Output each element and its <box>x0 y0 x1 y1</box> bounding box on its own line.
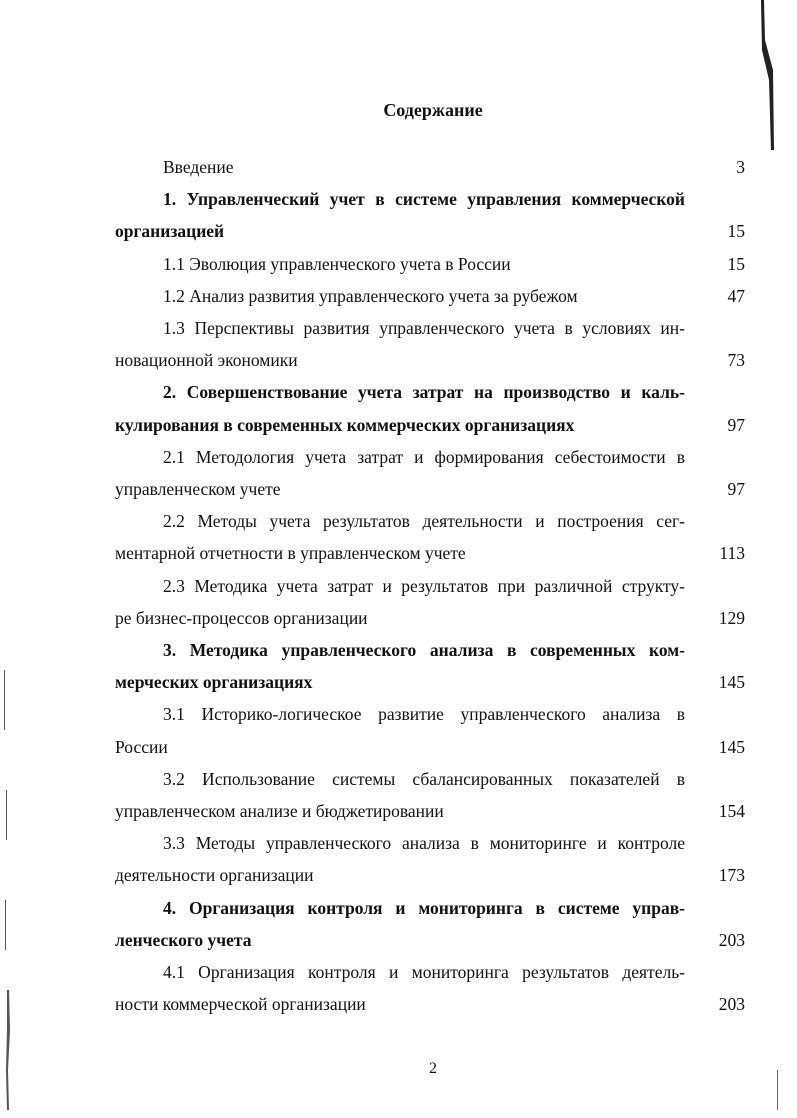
toc-entry <box>115 763 745 827</box>
toc-entry-title <box>115 312 745 376</box>
toc-entry-line: ности коммерческой организации <box>115 994 366 1015</box>
toc-entry-title <box>115 505 745 569</box>
toc-entry-page-number: 145 <box>718 672 745 693</box>
toc-entry-title <box>115 376 745 440</box>
toc-entry-line: кулирования в современных коммерческих организациях <box>115 414 575 435</box>
toc-entry <box>115 827 745 891</box>
toc-entry-page-number: 129 <box>718 607 745 628</box>
toc-entry <box>115 376 745 440</box>
toc-entry-line: 3. Методика управленческого анализа в современных ком- <box>163 640 685 661</box>
toc-entry-page-number: 3 <box>736 157 745 177</box>
toc-entry-line: 1. Управленческий учет в системе управления коммерческой <box>163 189 685 210</box>
toc-entry-line: 1.2 Анализ развития управленческого учета за рубежом <box>163 285 578 306</box>
toc-entry-line: управленческом учете <box>115 479 281 500</box>
toc-entry <box>115 280 745 312</box>
toc-entry <box>115 505 745 569</box>
toc-entry-line: 2. Совершенствование учета затрат на производство и каль- <box>163 382 685 403</box>
toc-entry-line: ленческого учета <box>115 929 252 950</box>
toc-entry-title <box>115 151 745 183</box>
toc-entry-title <box>115 280 745 312</box>
toc-entry-line: деятельности организации <box>115 865 314 886</box>
toc-entry-line: 3.3 Методы управленческого анализа в мониторинге и контроле <box>163 833 685 854</box>
toc-entry-title <box>115 698 745 762</box>
toc-entry <box>115 183 745 247</box>
toc-entry-title <box>115 763 745 827</box>
page-title: Содержание <box>383 100 483 120</box>
toc-entry-page-number: 97 <box>727 479 745 500</box>
toc-entry <box>115 151 745 183</box>
toc-entry-title <box>115 634 745 698</box>
toc-entry-line: 1.1 Эволюция управленческого учета в России <box>163 253 511 274</box>
toc-entry-page-number: 173 <box>718 865 745 886</box>
toc-entry-line: управленческом анализе и бюджетировании <box>115 801 444 822</box>
toc-entry-line: 2.2 Методы учета результатов деятельности и построения сег- <box>163 511 685 532</box>
toc-entry-title <box>115 183 745 247</box>
page-number: 2 <box>429 1060 437 1077</box>
toc-entry-page-number: 15 <box>727 253 745 274</box>
toc-entry-page-number: 73 <box>727 350 745 371</box>
scan-artifact-mark <box>759 0 775 150</box>
toc-entry-page-number: 113 <box>719 543 745 564</box>
toc-entry-line: 1.3 Перспективы развития управленческого учета в условиях ин- <box>163 318 685 339</box>
toc-entry <box>115 698 745 762</box>
toc-entry-line: мерческих организациях <box>115 672 313 693</box>
toc-entry-line: 3.2 Использование системы сбалансированных показателей в <box>163 768 685 789</box>
toc-entry-page-number: 154 <box>718 801 745 822</box>
toc-entry-line: 3.1 Историко-логическое развитие управленческого анализа в <box>163 704 685 725</box>
scan-artifact-mark <box>0 670 14 1110</box>
toc-entry-page-number: 15 <box>727 221 745 242</box>
toc-entry-line: новационной экономики <box>115 350 298 371</box>
toc-entry-title <box>115 441 745 505</box>
toc-entry <box>115 312 745 376</box>
toc-entry <box>115 441 745 505</box>
toc-entry-page-number: 145 <box>718 736 745 757</box>
toc-entry-line: ментарной отчетности в управленческом учете <box>115 543 466 564</box>
toc-entry-page-number: 47 <box>727 285 745 306</box>
toc-entry <box>115 634 745 698</box>
toc-entry-title <box>115 956 745 1020</box>
toc-entry-line: 2.1 Методология учета затрат и формирования себестоимости в <box>163 446 685 467</box>
toc-entry-line: 4.1 Организация контроля и мониторинга результатов деятель- <box>163 962 685 983</box>
toc-entry-line: Введение <box>163 157 234 177</box>
toc-entry-line: ре бизнес-процессов организации <box>115 607 368 628</box>
toc-entry-title <box>115 570 745 634</box>
toc-entry <box>115 956 745 1020</box>
toc-entry-line: организацией <box>115 221 225 242</box>
toc-entry-page-number: 203 <box>718 929 745 950</box>
toc-entry-page-number: 97 <box>727 414 745 435</box>
toc-entry-title <box>115 827 745 891</box>
toc-entry-line: 4. Организация контроля и мониторинга в системе управ- <box>163 897 685 918</box>
toc-entry <box>115 570 745 634</box>
toc-entry-line: России <box>115 736 168 757</box>
toc-entry-page-number: 203 <box>718 994 745 1015</box>
toc-entry <box>115 892 745 956</box>
toc-entry-line: 2.3 Методика учета затрат и результатов при различной структу- <box>163 575 685 596</box>
scan-artifact-mark <box>771 1070 785 1110</box>
table-of-contents <box>115 151 745 1020</box>
toc-entry-title <box>115 892 745 956</box>
toc-entry <box>115 248 745 280</box>
toc-entry-title <box>115 248 745 280</box>
